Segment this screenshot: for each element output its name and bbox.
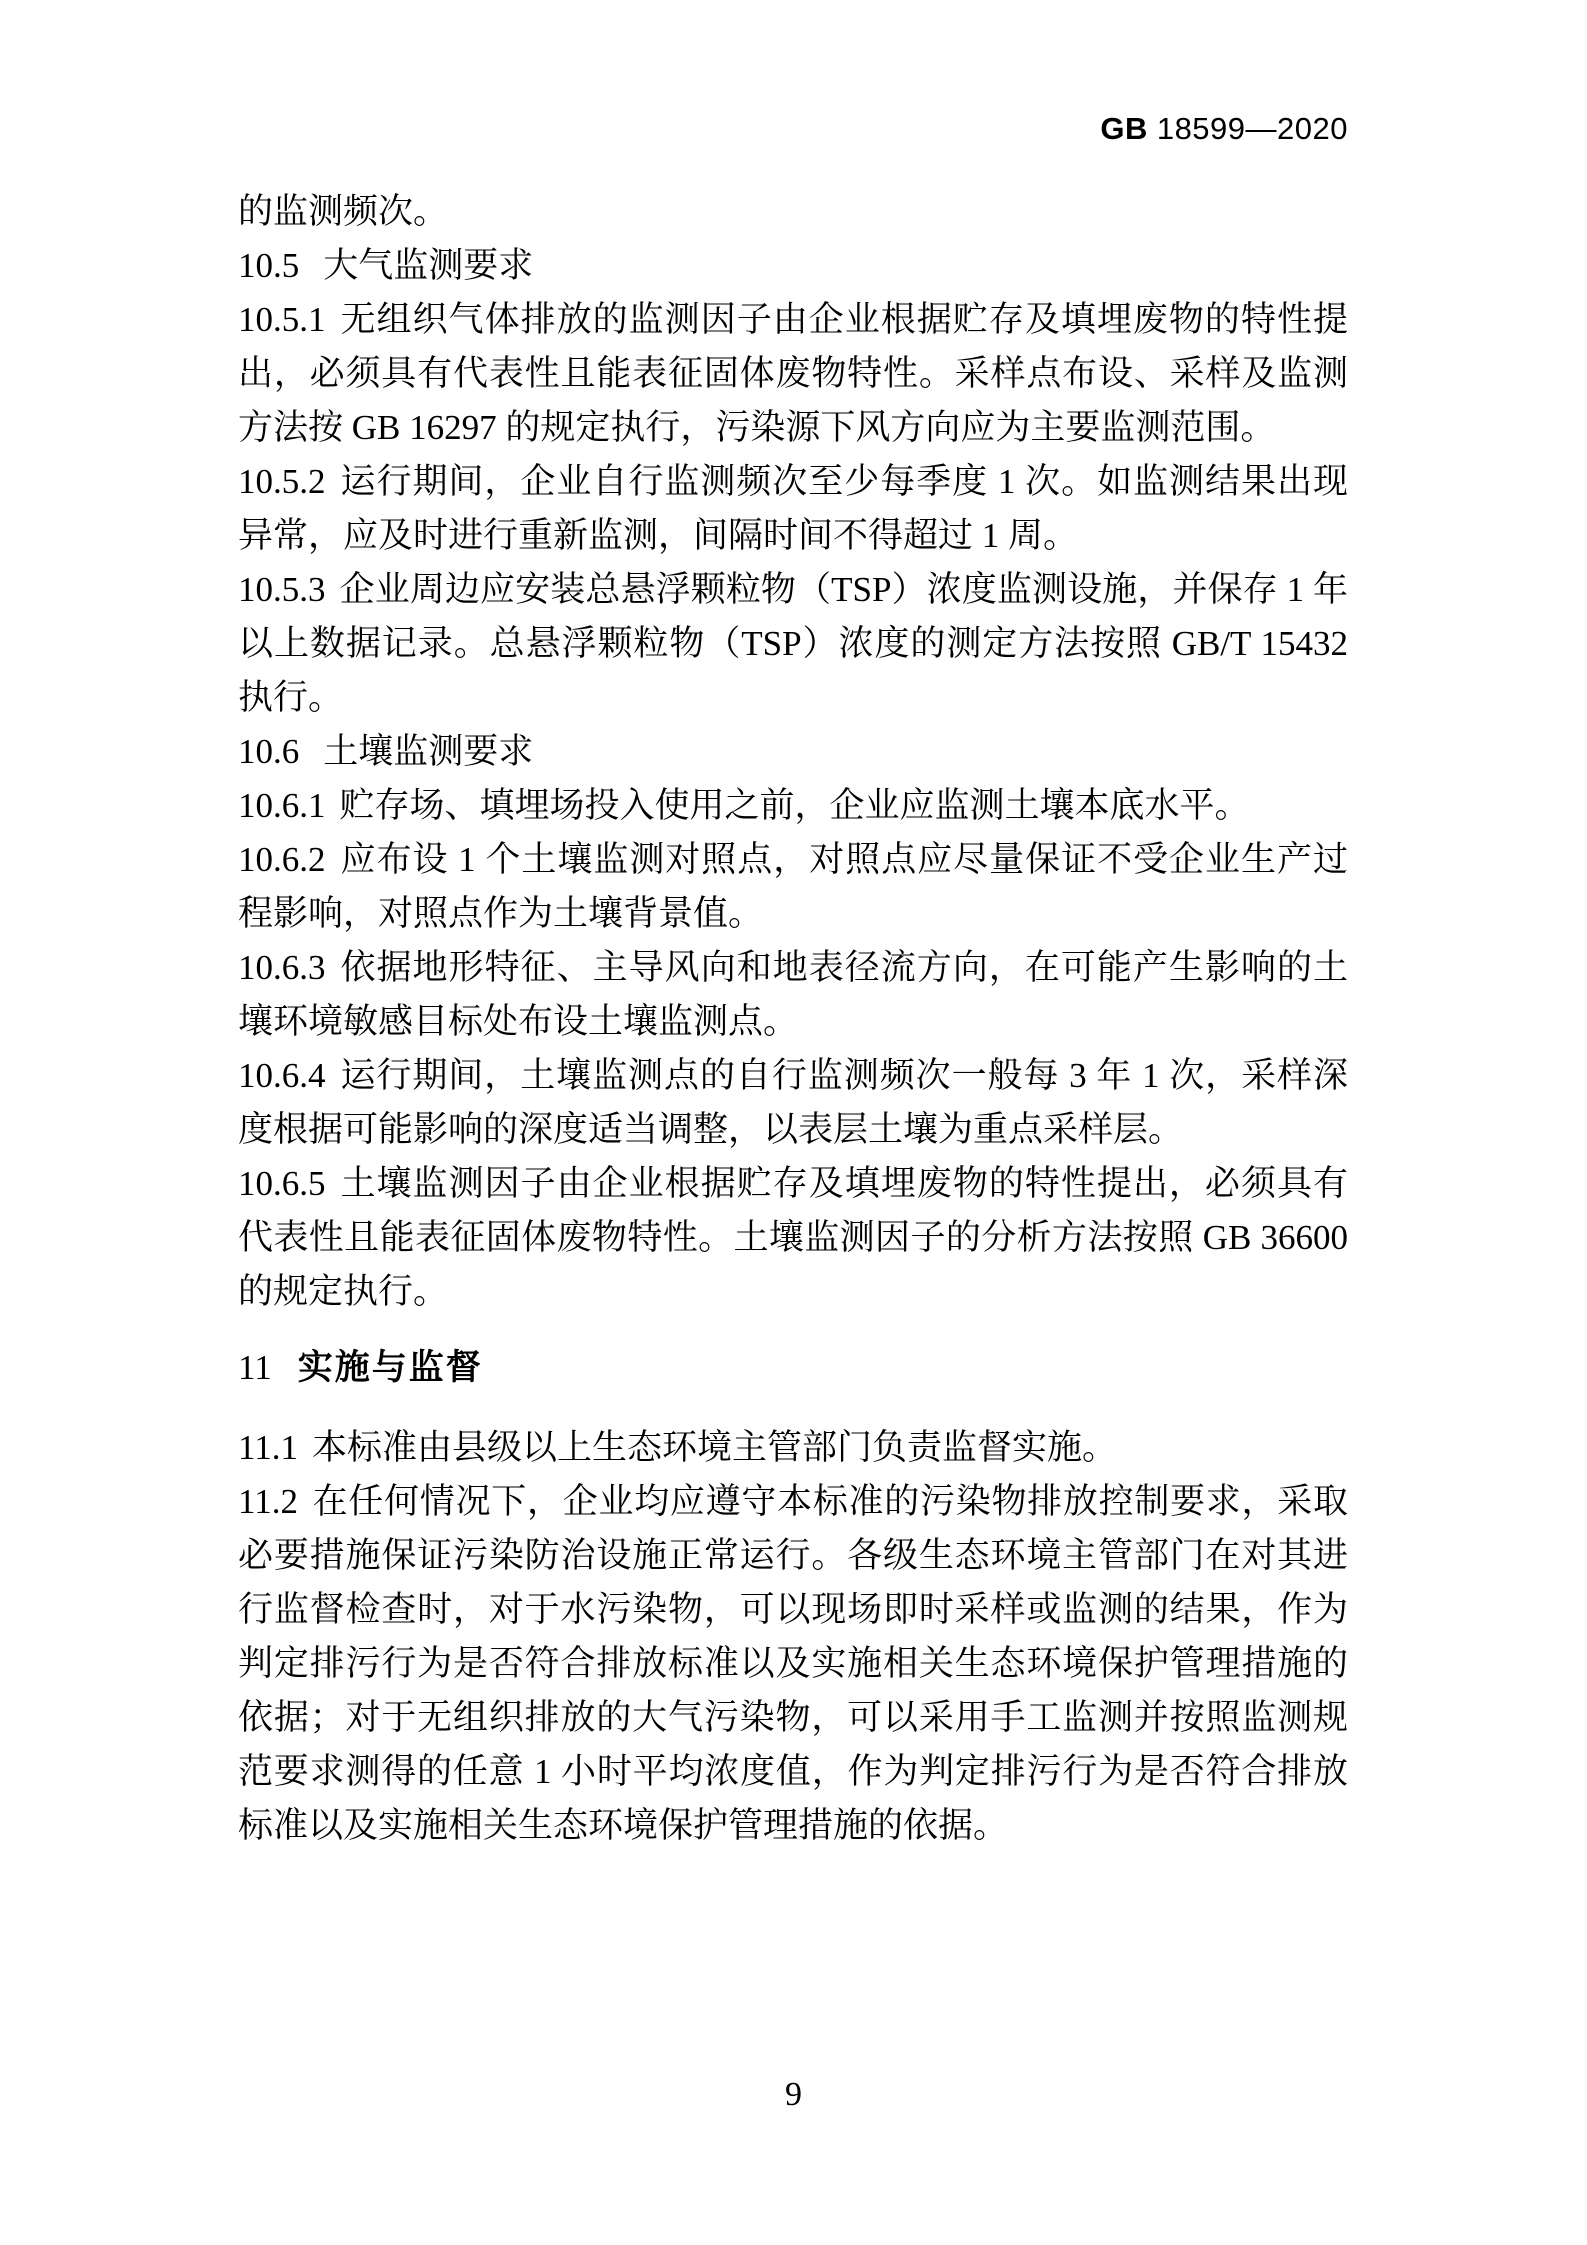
chapter-heading xyxy=(238,1341,1348,1395)
clause-number: 10.6 xyxy=(238,732,300,771)
clause-text: 依据地形特征、主导风向和地表径流方向，在可能产生影响的土壤环境敏感目标处布设土壤监测点。 xyxy=(238,948,1348,1041)
clause-number: 10.5 xyxy=(238,246,300,285)
clause-paragraph xyxy=(238,293,1348,455)
heading-text: 土壤监测要求 xyxy=(323,732,534,771)
clause-number: 10.6.3 xyxy=(238,948,326,987)
clause-text: 无组织气体排放的监测因子由企业根据贮存及填埋废物的特性提出，必须具有代表性且能表征固体废物特性。采样点布设、采样及监测方法按 GB 16297 的规定执行，污染源下风方向应为主要监测范围。 xyxy=(238,300,1348,447)
clause-text: 运行期间，土壤监测点的自行监测频次一般每 3 年 1 次，采样深度根据可能影响的深度适当调整，以表层土壤为重点采样层。 xyxy=(238,1056,1348,1149)
page-number: 9 xyxy=(785,2076,802,2113)
page-footer xyxy=(0,2073,1587,2117)
clause-paragraph xyxy=(238,779,1348,833)
clause-text: 企业周边应安装总悬浮颗粒物（TSP）浓度监测设施，并保存 1 年以上数据记录。总悬浮颗粒物（TSP）浓度的测定方法按照 GB/T 15432 执行。 xyxy=(238,570,1348,717)
clause-number: 10.5.3 xyxy=(238,570,326,609)
clause-number: 11.2 xyxy=(238,1482,298,1521)
clause-number: 11 xyxy=(238,1348,272,1387)
clause-paragraph xyxy=(238,1157,1348,1319)
clause-paragraph xyxy=(238,1475,1348,1853)
clause-paragraph xyxy=(238,563,1348,725)
clause-paragraph xyxy=(238,1049,1348,1157)
clause-paragraph xyxy=(238,941,1348,1049)
clause-text: 本标准由县级以上生态环境主管部门负责监督实施。 xyxy=(311,1428,1117,1467)
clause-heading xyxy=(238,725,1348,779)
clause-heading xyxy=(238,239,1348,293)
clause-text: 在任何情况下，企业均应遵守本标准的污染物排放控制要求，采取必要措施保证污染防治设施正常运行。各级生态环境主管部门在对其进行监督检查时，对于水污染物，可以现场即时采样或监测的结果，作为判定排污行为是否符合排放标准以及实施相关生态环境保护管理措施的依据；对于无组织排放的大气污染物，可以采用手工监测并按照监测规范要求测得的任意 1 小时平均浓度值，作为判定排污行为是否符合排放标准以及实施相关生态环境保护管理措施的依据。 xyxy=(238,1482,1348,1845)
clause-paragraph xyxy=(238,833,1348,941)
clause-text: 的监测频次。 xyxy=(238,192,449,231)
standard-code-number: 18599—2020 xyxy=(1156,111,1348,146)
clause-number: 10.6.2 xyxy=(238,840,326,879)
clause-text: 土壤监测因子由企业根据贮存及填埋废物的特性提出，必须具有代表性且能表征固体废物特性。土壤监测因子的分析方法按照 GB 36600 的规定执行。 xyxy=(238,1164,1348,1311)
clause-number: 10.5.1 xyxy=(238,300,326,339)
clause-text: 贮存场、填埋场投入使用之前，企业应监测土壤本底水平。 xyxy=(339,786,1250,825)
clause-paragraph xyxy=(238,1421,1348,1475)
clause-number: 10.6.5 xyxy=(238,1164,326,1203)
clause-paragraph xyxy=(238,185,1348,239)
clause-number: 10.6.1 xyxy=(238,786,326,825)
heading-text: 大气监测要求 xyxy=(323,246,534,285)
clause-paragraph xyxy=(238,455,1348,563)
heading-text: 实施与监督 xyxy=(297,1348,483,1387)
clause-number: 10.6.4 xyxy=(238,1056,326,1095)
clause-number: 10.5.2 xyxy=(238,462,326,501)
document-body xyxy=(238,185,1348,1853)
clause-text: 应布设 1 个土壤监测对照点，对照点应尽量保证不受企业生产过程影响，对照点作为土壤背景值。 xyxy=(238,840,1348,933)
standard-code-prefix: GB xyxy=(1100,111,1148,146)
clause-text: 运行期间，企业自行监测频次至少每季度 1 次。如监测结果出现异常，应及时进行重新监测，间隔时间不得超过 1 周。 xyxy=(238,462,1348,555)
page-header xyxy=(1100,112,1348,146)
clause-number: 11.1 xyxy=(238,1428,298,1467)
